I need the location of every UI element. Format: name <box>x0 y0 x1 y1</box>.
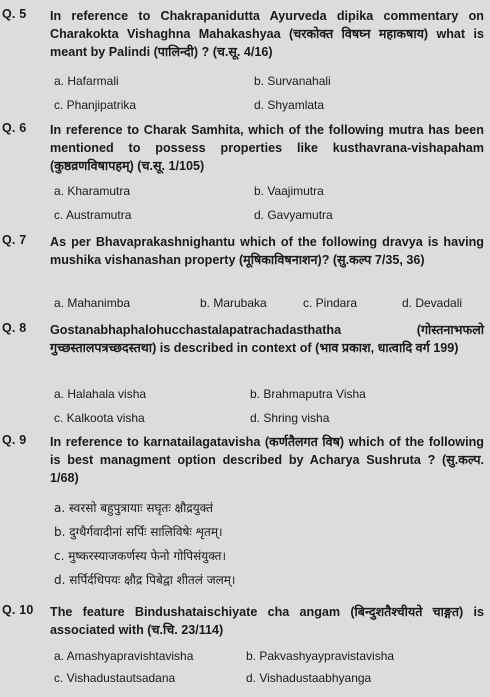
option-a[interactable]: a. Amashyapravishtavisha <box>54 649 194 663</box>
option-d[interactable]: d. Vishadustaabhyanga <box>246 671 372 685</box>
option-a[interactable]: a. Mahanimba <box>54 296 131 310</box>
option-a[interactable]: a. Kharamutra <box>54 184 131 198</box>
question-text: In reference to karnatailagatavisha (कर्णतैलगत विष) which of the following is best managment option described by Acharya Sushruta ? (सु.कल्प. 1/68) <box>50 435 484 485</box>
option-c[interactable]: c. Kalkoota visha <box>54 411 145 425</box>
option-b[interactable]: b. Survanahali <box>254 74 331 88</box>
option-d[interactable]: d. Gavyamutra <box>254 208 333 222</box>
option-b[interactable]: b. Brahmaputra Visha <box>250 387 366 401</box>
question-text: In reference to Chakrapanidutta Ayurveda dipika commentary on Charakokta Vishaghna Mahakashyaa (चरकोक्त विषघ्न महाकषाय) what is meant by Palindi (पालिन्दी) ? (च.सू. 4/16) <box>50 9 484 59</box>
option-d[interactable]: d. Devadali <box>402 296 463 310</box>
option-a[interactable]: a. Hafarmali <box>54 74 119 88</box>
question-text: The feature Bindushataischiyate cha angam (बिन्दुशतैश्चीयते चाङ्गत) is associated with (च.चि. 23/114) <box>50 605 484 637</box>
option-c[interactable]: c. Phanjipatrika <box>54 98 137 112</box>
question-text: Gostanabhaphalohucchastalapatrachadasthatha (गोस्तनाभफलो गुच्छस्तालपत्रच्छदस्तथा) is described in context of (भाव प्रकाश, धात्वादि वर्ग 199) <box>50 323 484 355</box>
question-number: Q. 8 <box>2 321 27 335</box>
option-b[interactable]: b. दुग्धैर्गवादीनां सर्पिः सालिविषेः शृतम्। <box>54 525 223 539</box>
option-a[interactable]: a. Halahala visha <box>54 387 147 401</box>
option-b[interactable]: b. Marubaka <box>200 296 267 310</box>
option-d[interactable]: d. Shyamlata <box>254 98 325 112</box>
question-number: Q. 9 <box>2 433 27 447</box>
question-number: Q. 7 <box>2 233 27 247</box>
option-b[interactable]: b. Pakvashyaypravistavisha <box>246 649 395 663</box>
option-d[interactable]: d. सर्पिर्दधिपयः क्षौद्र पिबेद्वा शीतलं जलम्। <box>54 573 236 587</box>
option-d[interactable]: d. Shring visha <box>250 411 330 425</box>
question-text: In reference to Charak Samhita, which of the following mutra has been mentioned to possess properties like kusthavrana-vishapaham (कुष्ठव्रणविषापहम्) (च.सू. 1/105) <box>50 123 484 173</box>
question-text: As per Bhavaprakashnighantu which of the following dravya is having mushika vishanashan property (मूषिकाविषनाशन)? (सु.कल्प 7/35, 36) <box>50 235 484 267</box>
question-number: Q. 10 <box>2 603 34 617</box>
option-c[interactable]: c. Pindara <box>303 296 358 310</box>
option-c[interactable]: c. Vishadustautsadana <box>54 671 176 685</box>
option-a[interactable]: a. स्वरसो बहुपुत्रायाः सघृतः क्षौद्रयुक्तं <box>54 501 213 515</box>
question-number: Q. 5 <box>2 7 27 21</box>
option-c[interactable]: c. Austramutra <box>54 208 132 222</box>
option-c[interactable]: c. मुष्करस्याजकर्णस्य फेनो गोपिसंयुक्त। <box>54 549 227 563</box>
option-b[interactable]: b. Vaajimutra <box>254 184 324 198</box>
question-number: Q. 6 <box>2 121 27 135</box>
